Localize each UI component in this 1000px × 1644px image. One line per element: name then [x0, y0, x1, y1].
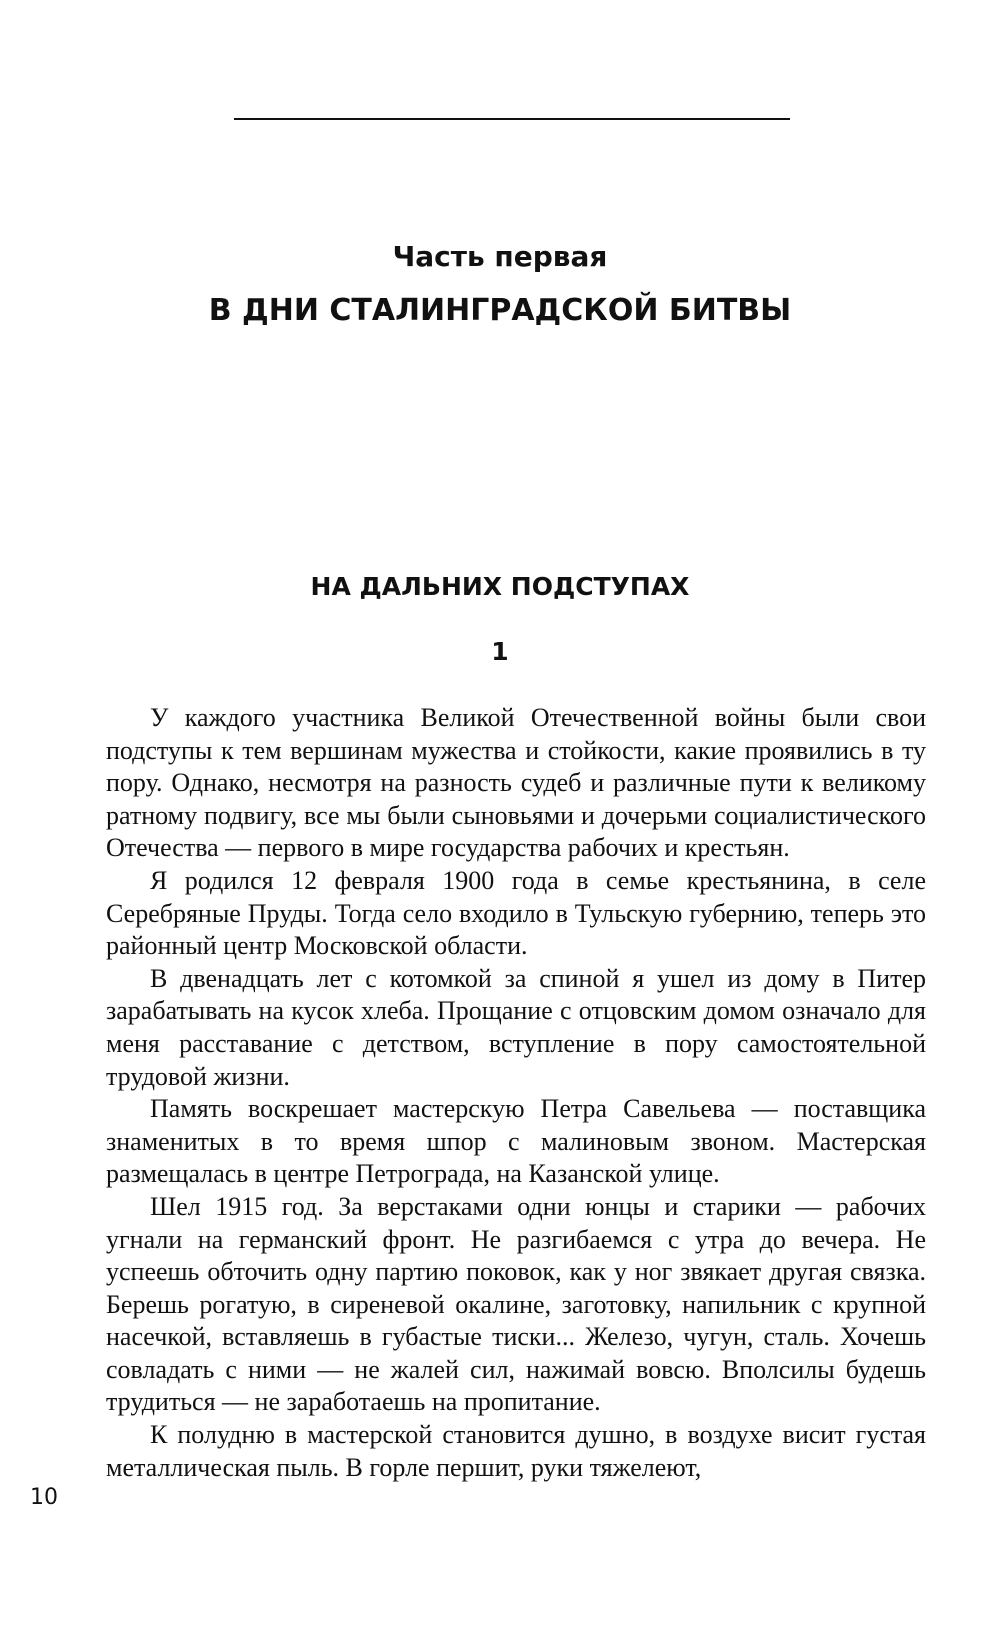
- top-horizontal-rule: [234, 118, 790, 120]
- paragraph: У каждого участника Великой Отечественной войны были свои подступы к тем вершинам мужества и стойкости, какие проявились в ту пору. Однако, несмотря на разность судеб и различные пути к великому ратному подвигу, все мы были сыновьями и дочерьми социалистического Отечества — первого в мире государства рабочих и крестьян.: [106, 703, 926, 863]
- paragraph: В двенадцать лет с котомкой за спиной я ушел из дому в Питер зарабатывать на кусок хлеба. Прощание с отцовским домом означало для меня расставание с детством, вступление в пору самостоятельной трудовой жизни.: [106, 963, 926, 1091]
- book-title: В ДНИ СТАЛИНГРАДСКОЙ БИТВЫ: [208, 293, 792, 328]
- paragraph: Память воскрешает мастерскую Петра Савельева — поставщика знаменитых в то время шпор с малиновым звоном. Мастерская размещалась в центре Петрограда, на Казанской улице.: [106, 1094, 926, 1189]
- paragraph: К полудню в мастерской становится душно, в воздухе висит густая металлическая пыль. В горле першит, руки тяжелеют,: [106, 1420, 926, 1482]
- page-number: 10: [30, 1485, 58, 1510]
- paragraph: Шел 1915 год. За верстаками одни юнцы и старики — рабочих угнали на германский фронт. Не разгибаемся с утра до вечера. Не успеешь обточить одну партию поковок, как у ног звякает другая связка. Берешь рогатую, в сиреневой окалине, заготовку, напильник с крупной насечкой, вставляешь в губастые тиски... Железо, чугун, сталь. Хочешь совладать с ними — не жалей сил, нажимай вовсю. Вполсилы будешь трудиться — не заработаешь на пропитание.: [106, 1191, 926, 1417]
- body-text: [106, 702, 926, 1484]
- part-title: Часть первая: [392, 240, 608, 273]
- paragraph: Я родился 12 февраля 1900 года в семье крестьянина, в селе Серебряные Пруды. Тогда село входило в Тульскую губернию, теперь это районный центр Московской области.: [106, 865, 926, 961]
- chapter-title: НА ДАЛЬНИХ ПОДСТУПАХ: [310, 572, 690, 601]
- section-number: 1: [491, 637, 509, 666]
